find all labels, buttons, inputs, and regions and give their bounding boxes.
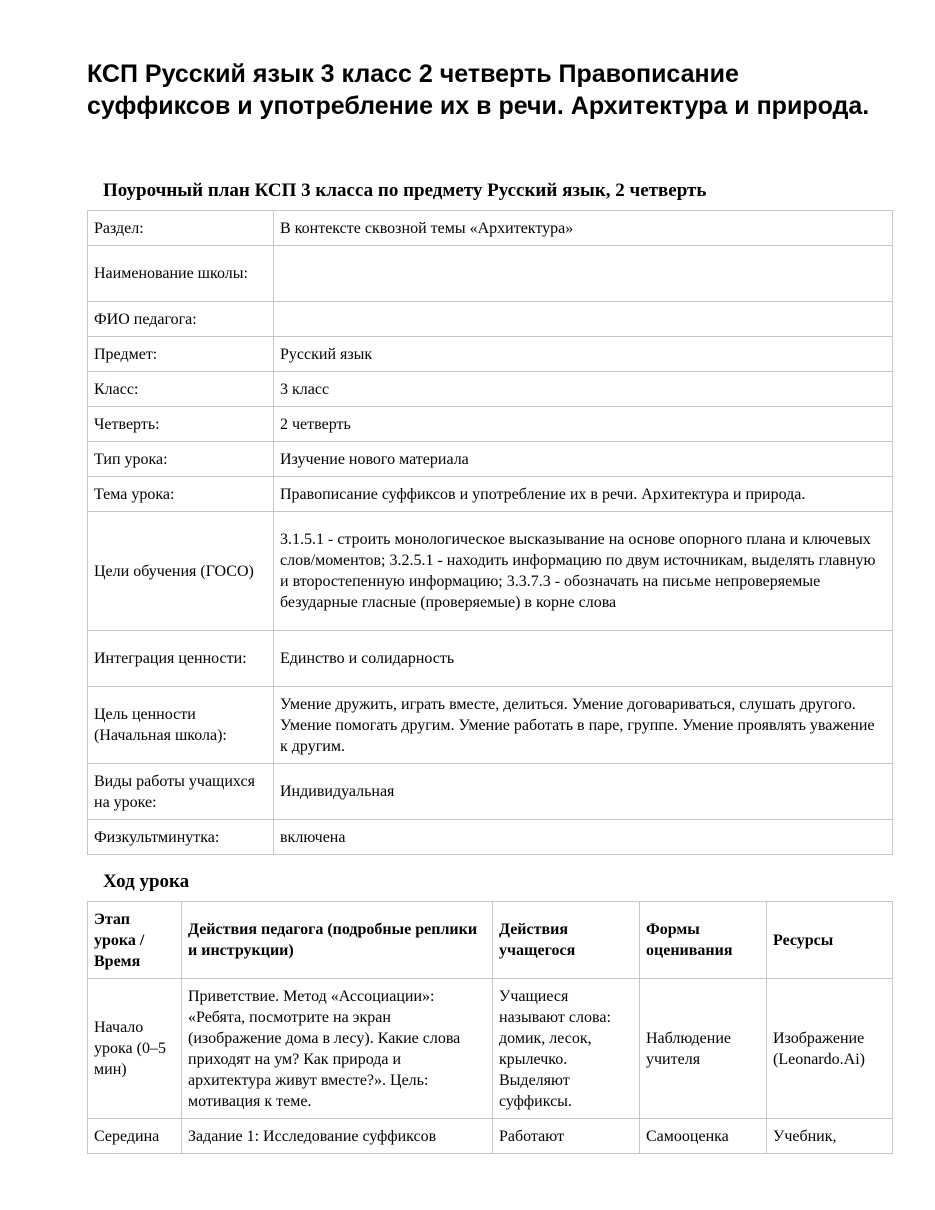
table-row xyxy=(88,820,893,855)
info-label: Цели обучения (ГОСО) xyxy=(88,512,274,631)
info-label: Интеграция ценности: xyxy=(88,631,274,687)
table-row xyxy=(88,979,893,1119)
info-value: Единство и солидарность xyxy=(274,631,893,687)
column-header: Ресурсы xyxy=(767,902,893,979)
info-value: Индивидуальная xyxy=(274,764,893,820)
info-value: включена xyxy=(274,820,893,855)
table-row xyxy=(88,1119,893,1154)
table-cell: Середина xyxy=(88,1119,182,1154)
info-value: Правописание суффиксов и употребление их в речи. Архитектура и природа. xyxy=(274,477,893,512)
column-header: Формы оценивания xyxy=(640,902,767,979)
info-value: 3.1.5.1 - строить монологическое высказывание на основе опорного плана и ключевых слов/моментов; 3.2.5.1 - находить информацию по двум источникам, выделять главную и второстепенную информацию; 3.3.7.3 - обозначать на письме непроверяемые безударные гласные (проверяемые) в корне слова xyxy=(274,512,893,631)
table-cell: Начало урока (0–5 мин) xyxy=(88,979,182,1119)
info-value: Изучение нового материала xyxy=(274,442,893,477)
info-label: Цель ценности (Начальная школа): xyxy=(88,687,274,764)
column-header: Действия педагога (подробные реплики и инструкции) xyxy=(182,902,493,979)
table-row xyxy=(88,246,893,302)
table-row xyxy=(88,372,893,407)
lesson-heading: Ход урока xyxy=(103,871,190,892)
table-header-row xyxy=(88,902,893,979)
table-cell: Задание 1: Исследование суффиксов xyxy=(182,1119,493,1154)
table-cell: Учащиеся называют слова: домик, лесок, крылечко. Выделяют суффиксы. xyxy=(493,979,640,1119)
info-label: Предмет: xyxy=(88,337,274,372)
lesson-progress-table xyxy=(87,901,893,1154)
info-value: 3 класс xyxy=(274,372,893,407)
plan-subtitle: Поурочный план КСП 3 класса по предмету Русский язык, 2 четверть xyxy=(103,180,707,201)
info-value: 2 четверть xyxy=(274,407,893,442)
info-label: Четверть: xyxy=(88,407,274,442)
table-row xyxy=(88,302,893,337)
info-label: Физкультминутка: xyxy=(88,820,274,855)
table-row xyxy=(88,407,893,442)
table-row xyxy=(88,512,893,631)
table-cell: Работают xyxy=(493,1119,640,1154)
column-header: Действия учащегося xyxy=(493,902,640,979)
table-row xyxy=(88,764,893,820)
info-value xyxy=(274,302,893,337)
table-cell: Изображение (Leonardo.Ai) xyxy=(767,979,893,1119)
info-value xyxy=(274,246,893,302)
info-value: Умение дружить, играть вместе, делиться. Умение договариваться, слушать другого. Умение помогать другим. Умение работать в паре, группе. Умение проявлять уважение к другим. xyxy=(274,687,893,764)
info-label: ФИО педагога: xyxy=(88,302,274,337)
table-cell: Учебник, xyxy=(767,1119,893,1154)
table-row xyxy=(88,337,893,372)
column-header: Этап урока / Время xyxy=(88,902,182,979)
info-label: Класс: xyxy=(88,372,274,407)
table-row xyxy=(88,211,893,246)
table-row xyxy=(88,442,893,477)
document-title: КСП Русский язык 3 класс 2 четверть Правописание суффиксов и употребление их в речи. Архитектура и природа. xyxy=(87,60,870,120)
info-value: В контексте сквозной темы «Архитектура» xyxy=(274,211,893,246)
info-label: Тип урока: xyxy=(88,442,274,477)
table-row xyxy=(88,631,893,687)
info-value: Русский язык xyxy=(274,337,893,372)
info-label: Раздел: xyxy=(88,211,274,246)
info-label: Виды работы учащихся на уроке: xyxy=(88,764,274,820)
table-row xyxy=(88,687,893,764)
table-cell: Наблюдение учителя xyxy=(640,979,767,1119)
info-label: Тема урока: xyxy=(88,477,274,512)
info-label: Наименование школы: xyxy=(88,246,274,302)
lesson-info-table xyxy=(87,210,893,855)
table-cell: Самооценка xyxy=(640,1119,767,1154)
table-row xyxy=(88,477,893,512)
table-cell: Приветствие. Метод «Ассоциации»: «Ребята, посмотрите на экран (изображение дома в лесу). Какие слова приходят на ум? Как природа и архитектура живут вместе?». Цель: мотивация к теме. xyxy=(182,979,493,1119)
